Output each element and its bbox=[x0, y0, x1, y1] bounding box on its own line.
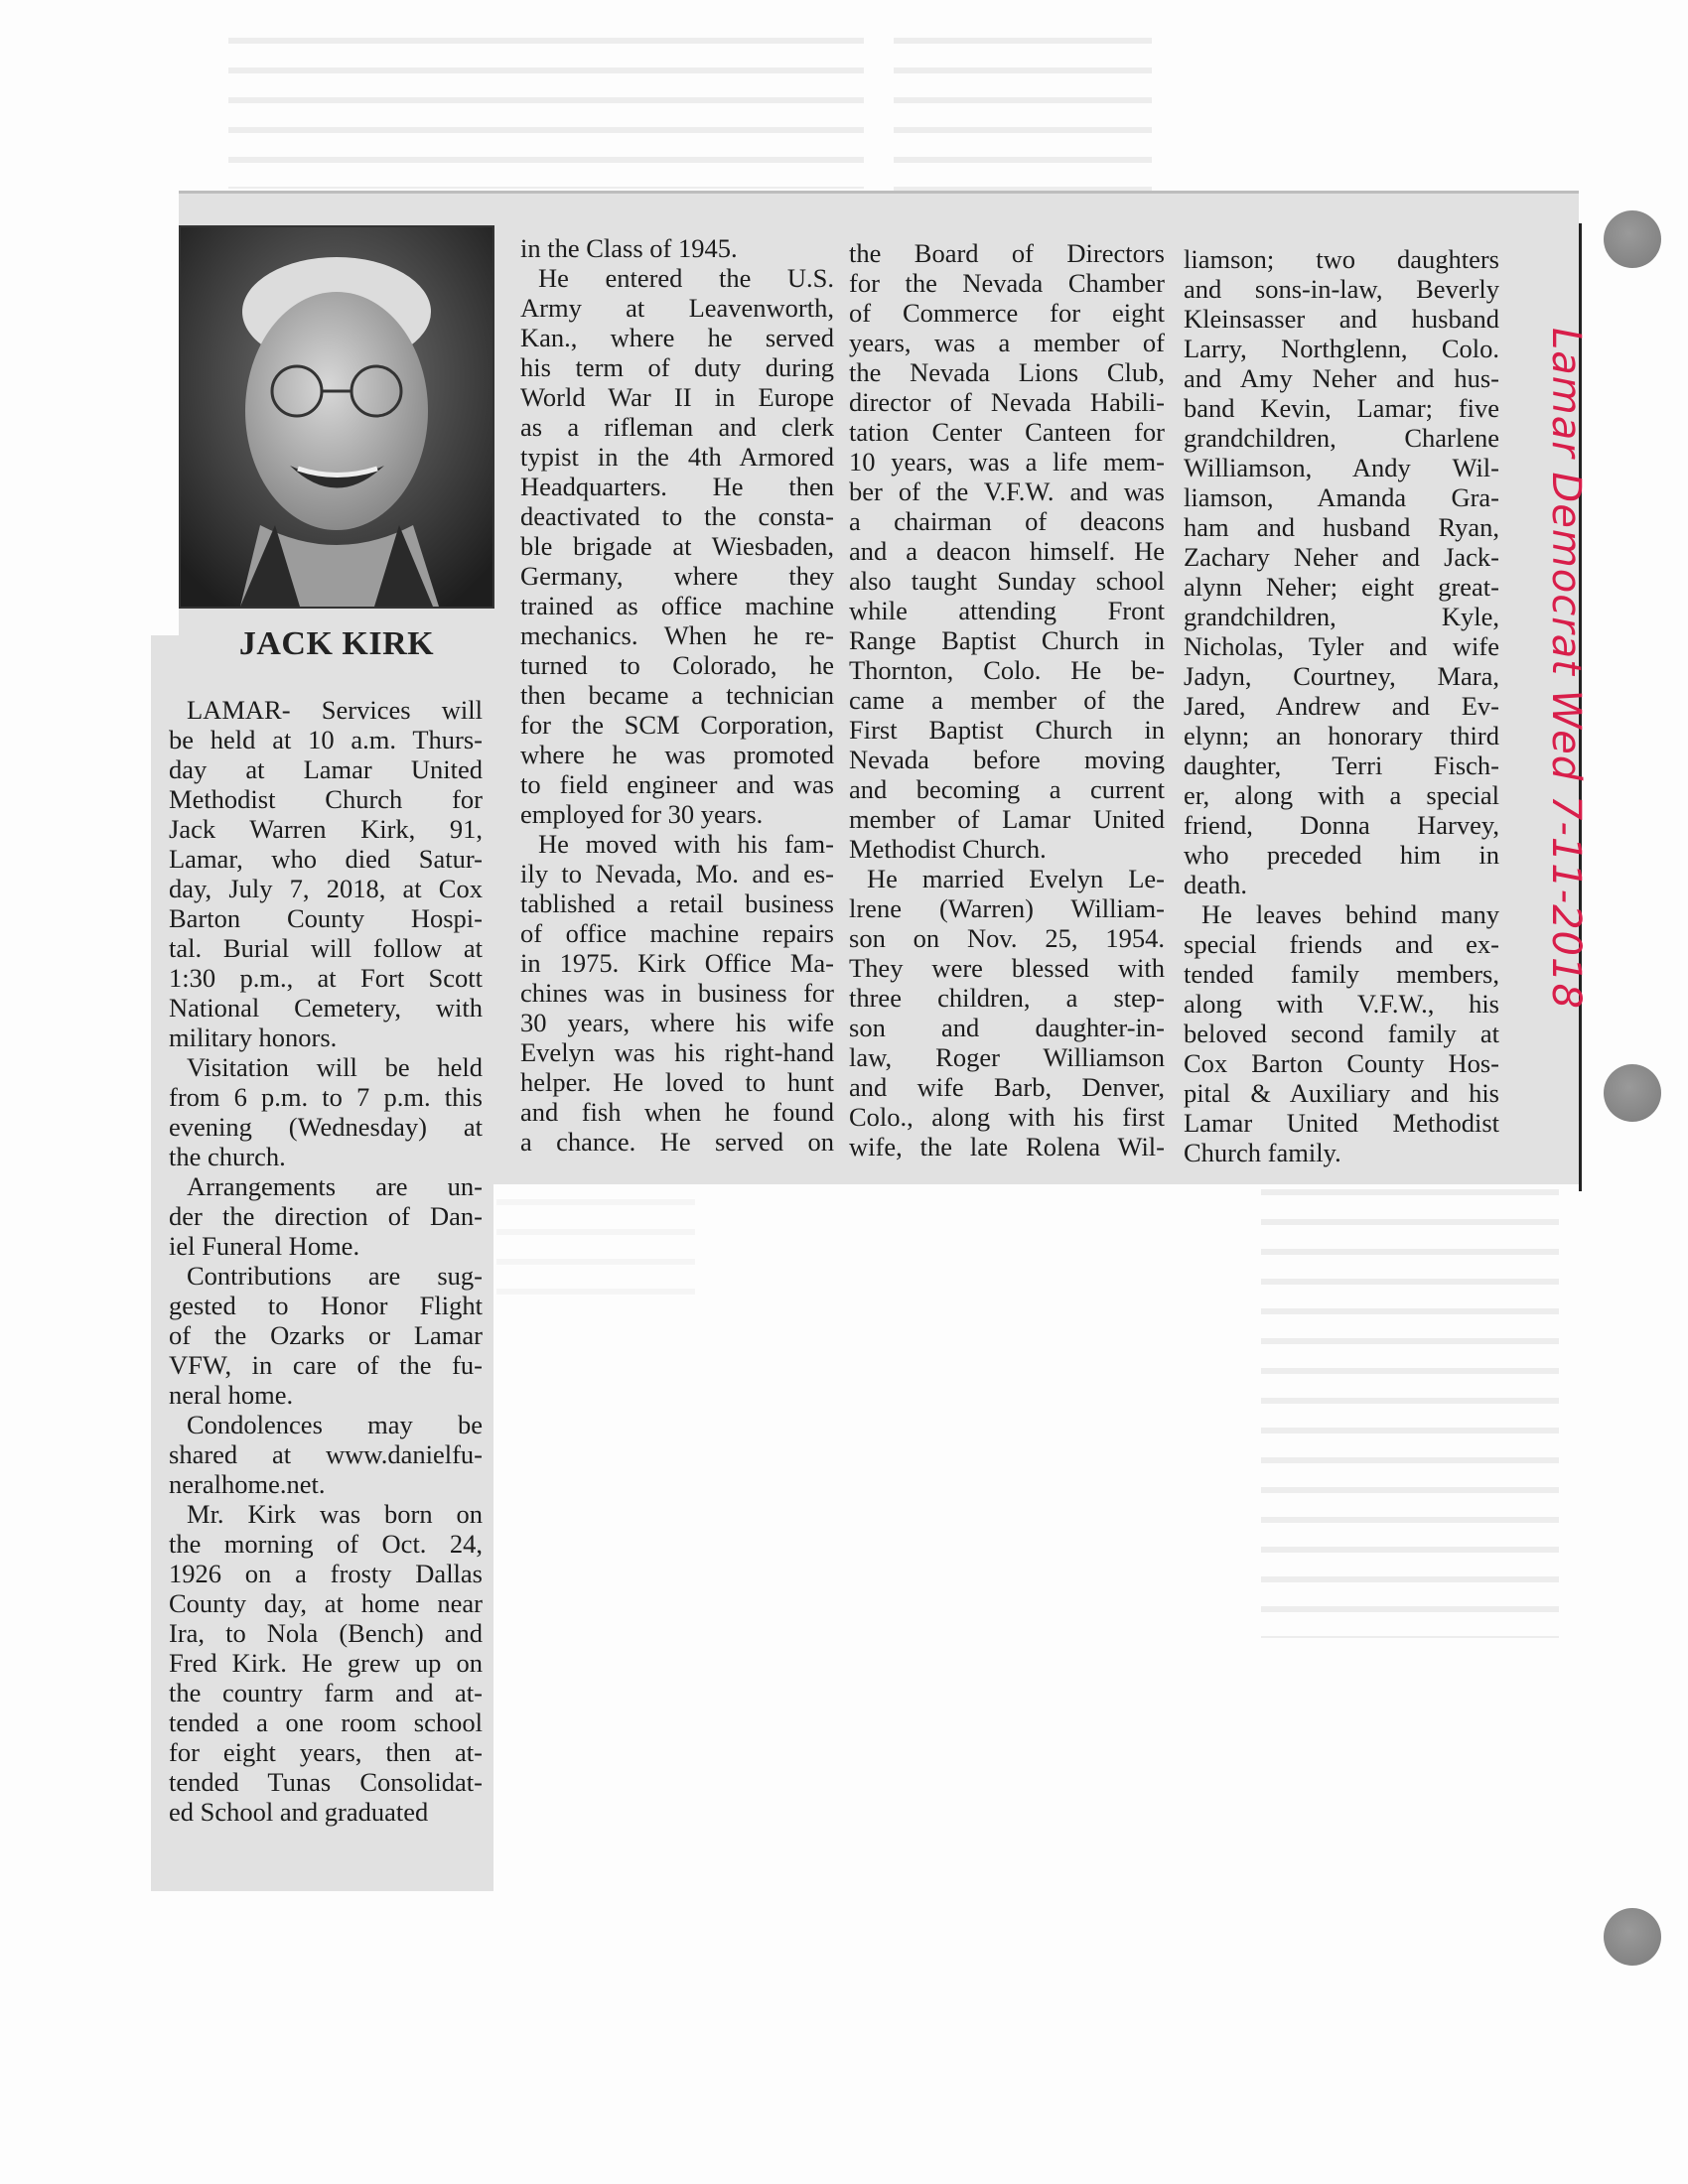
text-line: gested to Honor Flight bbox=[169, 1291, 483, 1320]
text-line: Thornton, Colo. He be- bbox=[849, 655, 1165, 685]
text-line: Jack Warren Kirk, 91, bbox=[169, 814, 483, 844]
text-line: and Amy Neher and hus- bbox=[1184, 363, 1499, 393]
text-line: Kan., where he served bbox=[520, 323, 834, 352]
text-line: came a member of the bbox=[849, 685, 1165, 715]
text-line: for eight years, then at- bbox=[169, 1737, 483, 1767]
text-line: wife, the late Rolena Wil- bbox=[849, 1132, 1165, 1161]
text-line: Methodist Church. bbox=[849, 834, 1047, 864]
punch-hole-top bbox=[1604, 210, 1661, 268]
text-line: shared at www.danielfu- bbox=[169, 1439, 483, 1469]
text-line: Zachary Neher and Jack- bbox=[1184, 542, 1499, 572]
text-line: ble brigade at Wiesbaden, bbox=[520, 531, 834, 561]
punch-hole-middle bbox=[1604, 1064, 1661, 1122]
text-line: for the SCM Corporation, bbox=[520, 710, 834, 740]
text-line: neral home. bbox=[169, 1380, 294, 1410]
text-line: grandchildren, Kyle, bbox=[1184, 602, 1499, 631]
text-line: elynn; an honorary third bbox=[1184, 721, 1499, 751]
punch-hole-bottom bbox=[1604, 1908, 1661, 1966]
text-line: typist in the 4th Armored bbox=[520, 442, 834, 472]
text-line: of the Ozarks or Lamar bbox=[169, 1320, 483, 1350]
text-line: son and daughter-in- bbox=[849, 1013, 1165, 1042]
text-line: Church family. bbox=[1184, 1138, 1341, 1167]
text-line: tablished a retail business bbox=[520, 888, 834, 918]
text-line: the country farm and at- bbox=[169, 1678, 483, 1707]
text-line: chines was in business for bbox=[520, 978, 834, 1008]
text-line: and wife Barb, Denver, bbox=[849, 1072, 1165, 1102]
text-line: beloved second family at bbox=[1184, 1019, 1499, 1048]
text-line: also taught Sunday school bbox=[849, 566, 1165, 596]
text-line: Williamson, Andy Wil- bbox=[1184, 453, 1499, 482]
text-line: Fred Kirk. He grew up on bbox=[169, 1648, 483, 1678]
text-line: Ira, to Nola (Bench) and bbox=[169, 1618, 483, 1648]
text-line: tended a one room school bbox=[169, 1707, 483, 1737]
background-page-text bbox=[496, 1181, 695, 1310]
text-line: Larry, Northglenn, Colo. bbox=[1184, 334, 1499, 363]
text-line: the morning of Oct. 24, bbox=[169, 1529, 483, 1559]
text-line: ham and husband Ryan, bbox=[1184, 512, 1499, 542]
text-line: director of Nevada Habili- bbox=[849, 387, 1165, 417]
background-page-text bbox=[228, 20, 864, 189]
text-line: the Nevada Lions Club, bbox=[849, 357, 1165, 387]
text-line: be held at 10 a.m. Thurs- bbox=[169, 725, 483, 754]
text-line: First Baptist Church in bbox=[849, 715, 1165, 745]
text-line: as a rifleman and clerk bbox=[520, 412, 834, 442]
text-line: er, along with a special bbox=[1184, 780, 1499, 810]
text-line: from 6 p.m. to 7 p.m. this bbox=[169, 1082, 483, 1112]
text-line: Jared, Andrew and Ev- bbox=[1184, 691, 1499, 721]
text-line: member of Lamar United bbox=[849, 804, 1165, 834]
text-line: Nicholas, Tyler and wife bbox=[1184, 631, 1499, 661]
text-line: Methodist Church for bbox=[169, 784, 483, 814]
text-line: Lamar United Methodist bbox=[1184, 1108, 1499, 1138]
text-line: mechanics. When he re- bbox=[520, 620, 834, 650]
obituary-name-heading: JACK KIRK bbox=[238, 625, 435, 662]
clipping-top-edge bbox=[179, 191, 1579, 194]
obituary-column-1 bbox=[169, 695, 483, 1827]
text-line: day, July 7, 2018, at Cox bbox=[169, 874, 483, 903]
text-line: Army at Leavenworth, bbox=[520, 293, 834, 323]
text-line: Jadyn, Courtney, Mara, bbox=[1184, 661, 1499, 691]
text-line: to field engineer and was bbox=[520, 769, 834, 799]
text-line: neralhome.net. bbox=[169, 1469, 326, 1499]
text-line: and fish when he found bbox=[520, 1097, 834, 1127]
text-line: He moved with his fam- bbox=[538, 829, 834, 859]
text-line: the church. bbox=[169, 1142, 286, 1171]
text-line: liamson, Amanda Gra- bbox=[1184, 482, 1499, 512]
text-line: where he was promoted bbox=[520, 740, 834, 769]
text-line: then became a technician bbox=[520, 680, 834, 710]
text-line: and a deacon himself. He bbox=[849, 536, 1165, 566]
text-line: Nevada before moving bbox=[849, 745, 1165, 774]
text-line: turned to Colorado, he bbox=[520, 650, 834, 680]
obituary-column-3 bbox=[849, 238, 1165, 1161]
text-line: Germany, where they bbox=[520, 561, 834, 591]
text-line: Arrangements are un- bbox=[187, 1171, 483, 1201]
text-line: ily to Nevada, Mo. and es- bbox=[520, 859, 834, 888]
text-line: deactivated to the consta- bbox=[520, 501, 834, 531]
text-line: County day, at home near bbox=[169, 1588, 483, 1618]
text-line: his term of duty during bbox=[520, 352, 834, 382]
text-line: in 1975. Kirk Office Ma- bbox=[520, 948, 834, 978]
text-line: iel Funeral Home. bbox=[169, 1231, 360, 1261]
text-line: a chairman of deacons bbox=[849, 506, 1165, 536]
text-line: who preceded him in bbox=[1184, 840, 1499, 870]
text-line: tal. Burial will follow at bbox=[169, 933, 483, 963]
obituary-column-4 bbox=[1184, 244, 1499, 1167]
text-line: of office machine repairs bbox=[520, 918, 834, 948]
text-line: Condolences may be bbox=[187, 1410, 483, 1439]
text-line: Cox Barton County Hos- bbox=[1184, 1048, 1499, 1078]
text-line: grandchildren, Charlene bbox=[1184, 423, 1499, 453]
text-line: the Board of Directors bbox=[849, 238, 1165, 268]
text-line: years, was a member of bbox=[849, 328, 1165, 357]
text-line: pital & Auxiliary and his bbox=[1184, 1078, 1499, 1108]
text-line: tended Tunas Consolidat- bbox=[169, 1767, 483, 1797]
text-line: VFW, in care of the fu- bbox=[169, 1350, 483, 1380]
text-line: trained as office machine bbox=[520, 591, 834, 620]
text-line: and sons-in-law, Beverly bbox=[1184, 274, 1499, 304]
text-line: military honors. bbox=[169, 1023, 338, 1052]
text-line: He leaves behind many bbox=[1201, 899, 1499, 929]
text-line: Contributions are sug- bbox=[187, 1261, 483, 1291]
text-line: He entered the U.S. bbox=[538, 263, 834, 293]
text-line: tended family members, bbox=[1184, 959, 1499, 989]
text-line: of Commerce for eight bbox=[849, 298, 1165, 328]
text-line: Evelyn was his right-hand bbox=[520, 1037, 834, 1067]
text-line: while attending Front bbox=[849, 596, 1165, 625]
text-line: Lamar, who died Satur- bbox=[169, 844, 483, 874]
text-line: Kleinsasser and husband bbox=[1184, 304, 1499, 334]
text-line: Mr. Kirk was born on bbox=[187, 1499, 483, 1529]
text-line: three children, a step- bbox=[849, 983, 1165, 1013]
text-line: helper. He loved to hunt bbox=[520, 1067, 834, 1097]
text-line: for the Nevada Chamber bbox=[849, 268, 1165, 298]
text-line: in the Class of 1945. bbox=[520, 233, 738, 263]
text-line: Barton County Hospi- bbox=[169, 903, 483, 933]
text-line: day at Lamar United bbox=[169, 754, 483, 784]
text-line: 10 years, was a life mem- bbox=[849, 447, 1165, 477]
text-line: National Cemetery, with bbox=[169, 993, 483, 1023]
text-line: employed for 30 years. bbox=[520, 799, 764, 829]
text-line: ber of the V.F.W. and was bbox=[849, 477, 1165, 506]
text-line: Range Baptist Church in bbox=[849, 625, 1165, 655]
text-line: a chance. He served on bbox=[520, 1127, 834, 1157]
text-line: liamson; two daughters bbox=[1184, 244, 1499, 274]
text-line: daughter, Terri Fisch- bbox=[1184, 751, 1499, 780]
text-line: law, Roger Williamson bbox=[849, 1042, 1165, 1072]
text-line: friend, Donna Harvey, bbox=[1184, 810, 1499, 840]
handwritten-source-note: Lamar Democrat Wed 7-11-2018 bbox=[1543, 328, 1589, 1010]
text-line: Headquarters. He then bbox=[520, 472, 834, 501]
text-line: 1:30 p.m., at Fort Scott bbox=[169, 963, 483, 993]
text-line: der the direction of Dan- bbox=[169, 1201, 483, 1231]
portrait-photo bbox=[179, 225, 494, 609]
text-line: LAMAR- Services will bbox=[187, 695, 483, 725]
text-line: special friends and ex- bbox=[1184, 929, 1499, 959]
text-line: Colo., along with his first bbox=[849, 1102, 1165, 1132]
text-line: lrene (Warren) William- bbox=[849, 893, 1165, 923]
text-line: Visitation will be held bbox=[187, 1052, 483, 1082]
text-line: band Kevin, Lamar; five bbox=[1184, 393, 1499, 423]
text-line: son on Nov. 25, 1954. bbox=[849, 923, 1165, 953]
background-page-text bbox=[1261, 1171, 1559, 1638]
text-line: ed School and graduated bbox=[169, 1797, 429, 1827]
text-line: evening (Wednesday) at bbox=[169, 1112, 483, 1142]
text-line: tation Center Canteen for bbox=[849, 417, 1165, 447]
text-line: 30 years, where his wife bbox=[520, 1008, 834, 1037]
text-line: along with V.F.W., his bbox=[1184, 989, 1499, 1019]
background-page-text bbox=[894, 20, 1152, 208]
text-line: death. bbox=[1184, 870, 1248, 899]
text-line: World War II in Europe bbox=[520, 382, 834, 412]
text-line: They were blessed with bbox=[849, 953, 1165, 983]
obituary-column-2 bbox=[520, 233, 834, 1157]
text-line: He married Evelyn Le- bbox=[867, 864, 1165, 893]
text-line: alynn Neher; eight great- bbox=[1184, 572, 1499, 602]
text-line: 1926 on a frosty Dallas bbox=[169, 1559, 483, 1588]
text-line: and becoming a current bbox=[849, 774, 1165, 804]
